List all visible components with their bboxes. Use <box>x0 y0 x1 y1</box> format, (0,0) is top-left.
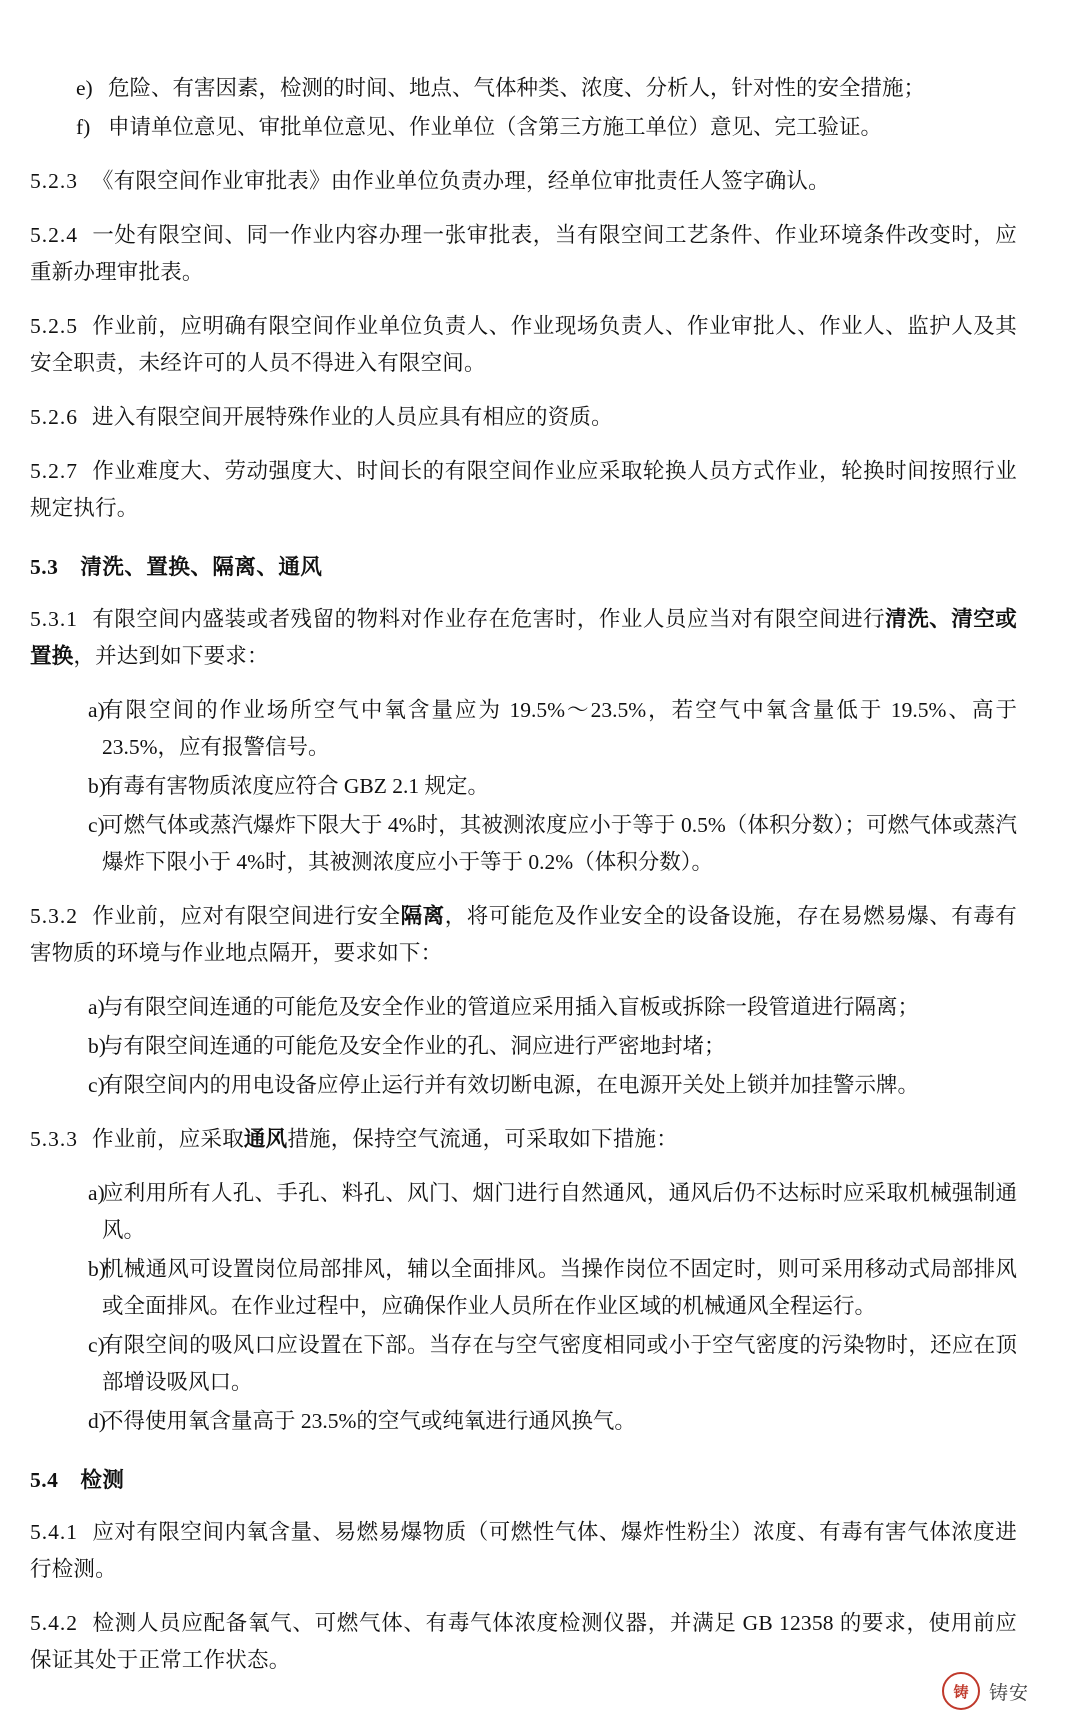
list-item-text: 有限空间内的用电设备应停止运行并有效切断电源，在电源开关处上锁并加挂警示牌。 <box>102 1072 920 1097</box>
list-item-text: 与有限空间连通的可能危及安全作业的管道应采用插入盲板或拆除一段管道进行隔离； <box>102 994 920 1019</box>
clause-number: 5.4.2 <box>30 1611 78 1636</box>
list-item <box>30 109 1017 146</box>
list-item-text: 与有限空间连通的可能危及安全作业的孔、洞应进行严密地封堵； <box>102 1033 726 1058</box>
list-item <box>30 1251 1017 1325</box>
list-item <box>30 1175 1017 1249</box>
list-item-text: 机械通风可设置岗位局部排风，辅以全面排风。当操作岗位不固定时，则可采用移动式局部排风或全面排风。在作业过程中，应确保作业人员所在作业区域的机械通风全程运行。 <box>102 1256 1017 1318</box>
list-item-label: b) <box>88 774 106 799</box>
clause-5-2-7 <box>30 453 1017 527</box>
clause-5-4-1 <box>30 1514 1017 1588</box>
list-item <box>30 1067 1017 1104</box>
list-item-label: a) <box>88 994 105 1019</box>
clause-5-2-3 <box>30 163 1017 200</box>
seal-icon: 铸 <box>942 1672 980 1710</box>
list-item-text: 有限空间的作业场所空气中氧含量应为 19.5%～23.5%，若空气中氧含量低于 19.5%、高于 23.5%，应有报警信号。 <box>102 698 1017 760</box>
list-item <box>30 692 1017 766</box>
list-item-text: 有限空间的吸风口应设置在下部。当存在与空气密度相同或小于空气密度的污染物时，还应在顶部增设吸风口。 <box>102 1332 1017 1394</box>
list-item-label: f) <box>76 114 91 139</box>
clause-5-2-4 <box>30 217 1017 291</box>
section-title: 清洗、置换、隔离、通风 <box>80 554 323 579</box>
list-item-label: b) <box>88 1033 106 1058</box>
watermark-label: 铸安 <box>988 1682 1029 1704</box>
section-heading-5-3 <box>30 549 1017 586</box>
clause-text: 《有限空间作业审批表》由作业单位负责办理，经单位审批责任人签字确认。 <box>92 168 830 193</box>
clause-text-part: ，并达到如下要求： <box>73 644 269 669</box>
list-item-text: 有毒有害物质浓度应符合 GBZ 2.1 规定。 <box>102 774 490 799</box>
list-item-label: d) <box>88 1408 106 1433</box>
clause-number: 5.2.6 <box>30 404 78 429</box>
section-title: 检测 <box>80 1467 125 1492</box>
clause-text-emphasis: 清洗、清空或置换 <box>30 607 1017 669</box>
clause-text-part: 作业前，应对有限空间进行安全 <box>92 904 401 929</box>
clause-text: 一处有限空间、同一作业内容办理一张审批表，当有限空间工艺条件、作业环境条件改变时，应重新办理审批表。 <box>30 222 1017 284</box>
list-item-text: 应利用所有人孔、手孔、料孔、风门、烟门进行自然通风，通风后仍不达标时应采取机械强制通风。 <box>102 1180 1017 1242</box>
clause-5-4-2 <box>30 1605 1017 1679</box>
list-item <box>30 807 1017 881</box>
clause-5-3-2 <box>30 898 1017 972</box>
list-item-label: a) <box>88 1180 105 1205</box>
list-item-text: 危险、有害因素，检测的时间、地点、气体种类、浓度、分析人，针对性的安全措施； <box>108 76 926 100</box>
clause-number: 5.4.1 <box>30 1520 78 1545</box>
clause-text-part: 措施，保持空气流通，可采取如下措施： <box>287 1126 678 1151</box>
list-item-text: 可燃气体或蒸汽爆炸下限大于 4%时，其被测浓度应小于等于 0.5%（体积分数）；可燃气体或蒸汽爆炸下限小于 4%时，其被测浓度应小于等于 0.2%（体积分数）。 <box>102 813 1017 875</box>
clause-text: 检测人员应配备氧气、可燃气体、有毒气体浓度检测仪器，并满足 GB 12358 的要求，使用前应保证其处于正常工作状态。 <box>30 1611 1017 1673</box>
clause-text-part: 有限空间内盛装或者残留的物料对作业存在危害时，作业人员应当对有限空间进行 <box>92 607 886 632</box>
clause-number: 5.3.2 <box>30 904 78 929</box>
list-items-ef <box>30 70 1017 146</box>
list-item-label: c) <box>88 1072 105 1097</box>
clause-5-3-1 <box>30 601 1017 675</box>
clause-number: 5.2.4 <box>30 222 78 247</box>
list-items-5-3-3 <box>30 1175 1017 1440</box>
footer-watermark <box>942 1672 1029 1710</box>
clause-number: 5.2.7 <box>30 458 78 483</box>
clause-number: 5.3.1 <box>30 607 78 632</box>
clause-text-part: 作业前，应采取 <box>92 1126 244 1151</box>
clause-text: 应对有限空间内氧含量、易燃易爆物质（可燃性气体、爆炸性粉尘）浓度、有毒有害气体浓度进行检测。 <box>30 1520 1017 1582</box>
clause-5-2-5 <box>30 308 1017 382</box>
list-item-text: 不得使用氧含量高于 23.5%的空气或纯氧进行通风换气。 <box>102 1408 636 1433</box>
list-item-label: e) <box>76 76 93 100</box>
section-number: 5.4 <box>30 1467 59 1492</box>
clause-number: 5.3.3 <box>30 1126 78 1151</box>
list-item <box>30 1028 1017 1065</box>
list-item <box>30 1403 1017 1440</box>
clause-number: 5.2.5 <box>30 313 78 338</box>
list-item <box>30 989 1017 1026</box>
clause-text-part: ，将可能危及作业安全的设备设施，存在易燃易爆、有毒有害物质的环境与作业地点隔开，要求如下： <box>30 904 1017 965</box>
clause-text-emphasis: 隔离 <box>400 904 445 929</box>
list-item-label: c) <box>88 1332 105 1357</box>
clause-text: 进入有限空间开展特殊作业的人员应具有相应的资质。 <box>92 404 613 429</box>
list-item-label: c) <box>88 813 105 838</box>
list-item <box>30 768 1017 805</box>
section-number: 5.3 <box>30 554 59 579</box>
section-heading-5-4 <box>30 1462 1017 1499</box>
list-item <box>30 70 1017 107</box>
list-item <box>30 1327 1017 1401</box>
list-item-text: 申请单位意见、审批单位意见、作业单位（含第三方施工单位）意见、完工验证。 <box>108 114 883 139</box>
list-items-5-3-2 <box>30 989 1017 1104</box>
clause-text: 作业前，应明确有限空间作业单位负责人、作业现场负责人、作业审批人、作业人、监护人及其安全职责，未经许可的人员不得进入有限空间。 <box>30 313 1017 375</box>
clause-number: 5.2.3 <box>30 168 78 193</box>
list-items-5-3-1 <box>30 692 1017 881</box>
clause-text-emphasis: 通风 <box>243 1126 288 1151</box>
clause-5-3-3 <box>30 1121 1017 1158</box>
clause-text: 作业难度大、劳动强度大、时间长的有限空间作业应采取轮换人员方式作业，轮换时间按照行业规定执行。 <box>30 458 1017 520</box>
list-item-label: b) <box>88 1256 106 1281</box>
clause-5-2-6 <box>30 399 1017 436</box>
list-item-label: a) <box>88 698 105 723</box>
